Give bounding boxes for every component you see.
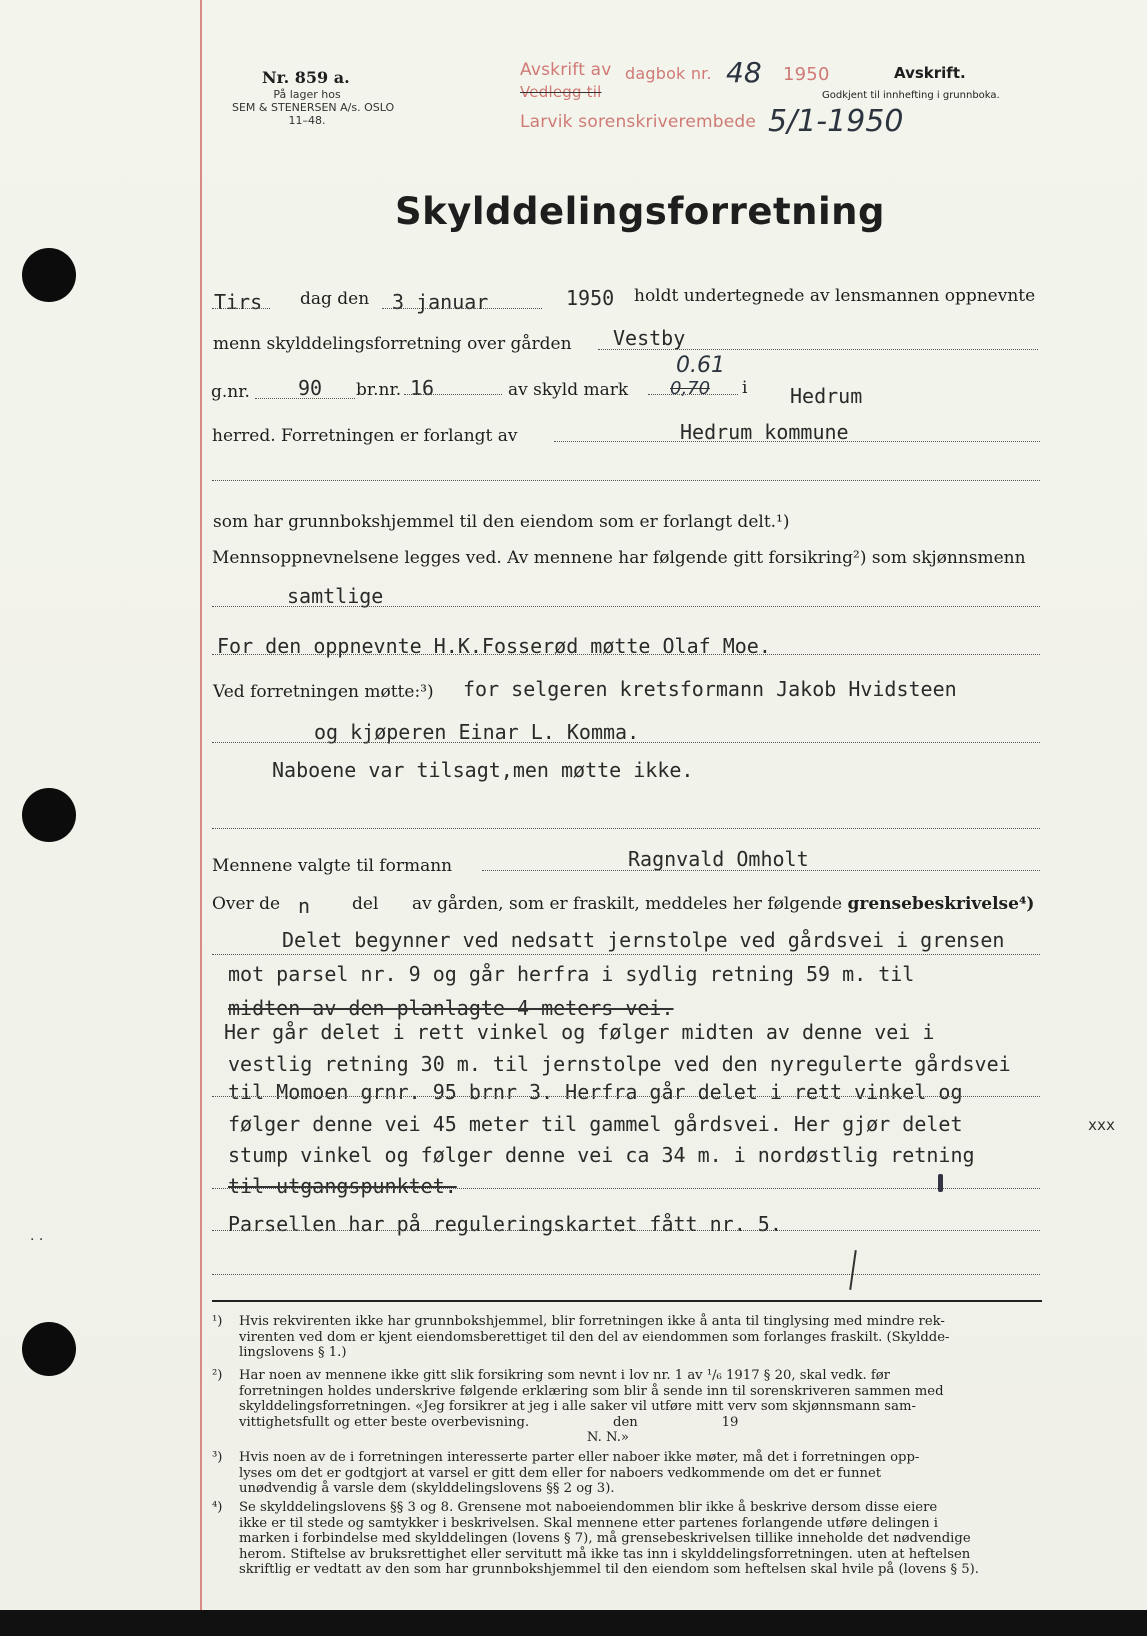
boundary-line-4: Her går delet i rett vinkel og følger midten av denne vei i (224, 1020, 935, 1044)
dotted-line (482, 870, 1040, 871)
boundary-line-8: stump vinkel og følger denne vei ca 34 m. i nordøstlig retning (228, 1143, 975, 1167)
footnote-2-line-4: vittighetsfullt og etter beste overbevisning. den 19 (239, 1414, 739, 1430)
dotted-line (212, 308, 270, 309)
footnote-3-number: ³) (212, 1450, 223, 1465)
grense-bold: grensebeskrivelse⁴) (847, 894, 1035, 914)
substitute-line: For den oppnevnte H.K.Fosserød møtte Olaf Moe. (217, 634, 771, 658)
motte-line-3: Naboene var tilsagt,men møtte ikke. (272, 758, 694, 782)
footnote-4-line-2: ikke er til stede og samtykker i beskrivelsen. Skal mennene etter partenes forlangende utføre delingen i (239, 1515, 939, 1531)
stamp-vedlegg-til: Vedlegg til (520, 83, 602, 101)
municipality: Hedrum (790, 384, 863, 408)
herred-label: herred. Forretningen er forlangt av (212, 426, 518, 446)
footnote-1-line-3: lingslovens § 1.) (239, 1345, 347, 1360)
grense-lead (412, 894, 1034, 914)
footnote-2-number: ²) (212, 1368, 223, 1383)
i-label: i (742, 378, 748, 398)
dotted-line (212, 954, 1040, 955)
brnr-value: 16 (410, 376, 435, 400)
skyld-new: 0.61 (676, 353, 725, 378)
boundary-line-9: til utgangspunktet. (228, 1174, 457, 1198)
motte-label: Ved forretningen møtte:³) (213, 682, 434, 702)
punch-hole-middle (22, 788, 76, 842)
footnote-4-line-3: marken i forbindelse med skylddelingen (lovens § 7), må grensebeskrivelsen tillike inneholde det nødvendige (239, 1531, 971, 1546)
paper-speck: . . (30, 1228, 44, 1244)
year-value: 1950 (566, 286, 615, 310)
dotted-line (212, 480, 1040, 481)
day-prefix: Tirs (214, 290, 263, 314)
gnr-value: 90 (298, 376, 323, 400)
stamp-avskrift-av: Avskrift av (520, 60, 612, 80)
footnote-3-line-2: lyses om det er godtgjort at varsel er gitt dem eller for naboers vedkommende om det er funnet (239, 1465, 882, 1481)
dotted-line (212, 828, 1040, 829)
skyld-label: av skyld mark (508, 380, 629, 400)
footnote-3-line-1: Hvis noen av de i forretningen interesserte parter eller naboer ikke møter, må det i forretningen opp- (239, 1450, 920, 1465)
stamp-year: 1950 (783, 64, 830, 85)
boundary-line-1: Delet begynner ved nedsatt jernstolpe ved gårdsvei i grensen (282, 928, 1005, 952)
document-title: Skylddelingsforretning (395, 190, 885, 233)
footnote-4 (212, 1500, 1042, 1580)
punch-hole-bottom (22, 1322, 76, 1376)
form-source (232, 88, 395, 127)
date-value: 3 januar (392, 290, 489, 314)
del-label: del (352, 894, 379, 914)
dotted-line (212, 606, 1040, 607)
footnote-4-number: ⁴) (212, 1500, 223, 1515)
intro-tail: holdt undertegnede av lensmannen oppnevnte (634, 286, 1036, 306)
footnote-4-line-4: herom. Stiftelse av bruksrettighet eller servitutt må ikke tas inn i skylddelingsforretningen. uten at heftelsen (239, 1546, 971, 1562)
margin-line (200, 0, 202, 1610)
dotted-line (598, 349, 1038, 350)
farm-name: Vestby (613, 326, 686, 350)
parsel-line: Parsellen har på reguleringskartet fått nr. 5. (228, 1212, 782, 1236)
dotted-line (212, 1274, 1040, 1275)
dotted-line (212, 1188, 1040, 1189)
footnote-3 (212, 1450, 1042, 1500)
footnote-4-line-1: Se skylddelingslovens §§ 3 og 8. Grensene mot naboeiendommen blir ikke å beskrive dersom disse eiere (239, 1500, 938, 1515)
mennsopp-line: Mennsoppnevnelsene legges ved. Av mennene har følgende gitt forsikring²) som skjønnsmenn (212, 548, 1026, 568)
form-number: Nr. 859 a. (262, 68, 350, 87)
dag-den-label: dag den (300, 289, 370, 309)
avskrift-label: Avskrift. (894, 64, 966, 82)
boundary-line-5: vestlig retning 30 m. til jernstolpe ved den nyregulerte gårdsvei (228, 1052, 1011, 1076)
punch-hole-top (22, 248, 76, 302)
scan-bottom-edge (0, 1610, 1147, 1636)
grunnbok-line: som har grunnbokshjemmel til den eiendom som er forlangt delt.¹) (213, 512, 790, 532)
dotted-line (382, 308, 542, 309)
footnote-rule (212, 1300, 1042, 1302)
dotted-line (404, 394, 502, 395)
dotted-line (212, 1096, 1040, 1097)
skyld-old: 0,70 (670, 378, 711, 399)
footnote-2-line-5: N. N.» (239, 1430, 629, 1445)
boundary-line-2: mot parsel nr. 9 og går herfra i sydlig retning 59 m. til (228, 962, 915, 986)
form-source-line-1: På lager hos (273, 88, 341, 101)
dotted-line (212, 1230, 1040, 1231)
brnr-label: br.nr. (356, 380, 402, 400)
footnote-4-line-5: skriftlig er vedtatt av den som har grunnbokshjemmel til den eiendom som heftelsen skal hvile på (lovens § 5). (239, 1562, 979, 1577)
motte-line-2: og kjøperen Einar L. Komma. (314, 720, 640, 744)
footnote-2-line-1: Har noen av mennene ikke gitt slik forsikring som nevnt i lov nr. 1 av ¹/₆ 1917 § 20, skal vedk. før (239, 1368, 890, 1383)
overtyped-mark: xxx (1088, 1116, 1116, 1134)
stamp-date: 5/1-1950 (768, 104, 904, 139)
over-de-label: Over de (212, 894, 281, 914)
formann-value: Ragnvald Omholt (628, 847, 809, 871)
footnote-2-line-3: skylddelingsforretningen. «Jeg forsikrer at jeg i alle saker vil utføre mitt verv som skjønnsmann sam- (239, 1399, 916, 1414)
boundary-line-6: til Momoen grnr. 95 brnr 3. Herfra går delet i rett vinkel og (228, 1080, 963, 1104)
dagbok-number: 48 (726, 56, 762, 89)
footnote-3-line-3: unødvendig å varsle dem (skylddelingslovens §§ 2 og 3). (239, 1481, 615, 1496)
gnr-label: g.nr. (211, 382, 250, 402)
formann-label: Mennene valgte til formann (212, 856, 453, 876)
footnote-1-line-2: virenten ved dom er kjent eiendomsberettiget til den del av eiendommen som forlanges fraskilt. (Skyldde- (239, 1329, 950, 1345)
boundary-line-3: midten av den planlagte 4 meters vei. (228, 996, 674, 1020)
dotted-line (212, 654, 1040, 655)
over-garden-label: menn skylddelingsforretning over gården (213, 334, 572, 354)
stamp-office: Larvik sorenskriverembede (520, 112, 757, 132)
over-n: n (298, 894, 311, 918)
dotted-line (648, 394, 738, 395)
footnote-1 (212, 1314, 1042, 1364)
godkjent-note: Godkjent til innhefting i grunnboka. (822, 90, 1000, 101)
footnote-2 (212, 1368, 1042, 1448)
requester: Hedrum kommune (680, 420, 849, 444)
grense-lead-text: av gården, som er fraskilt, meddeles her følgende (412, 894, 843, 914)
ink-mark (938, 1174, 943, 1192)
footnote-1-number: ¹) (212, 1314, 223, 1329)
form-source-line-2: SEM & STENERSEN A/s. OSLO (232, 101, 395, 114)
footnote-1-line-1: Hvis rekvirenten ikke har grunnbokshjemmel, blir forretningen ikke å anta til tinglysing med mindre rek- (239, 1314, 945, 1329)
forsikring-value: samtlige (287, 584, 384, 608)
footnote-2-line-2: forretningen holdes underskrive følgende erklæring som blir å sende inn til sorenskriveren sammen med (239, 1383, 944, 1399)
dotted-line (212, 742, 1040, 743)
stamp-dagbok-label: dagbok nr. (625, 64, 712, 83)
motte-line-1: for selgeren kretsformann Jakob Hvidsteen (463, 677, 957, 701)
boundary-line-7: følger denne vei 45 meter til gammel gårdsvei. Her gjør delet (228, 1112, 963, 1136)
form-date: 11–48. (288, 114, 326, 127)
dotted-line (554, 441, 1040, 442)
